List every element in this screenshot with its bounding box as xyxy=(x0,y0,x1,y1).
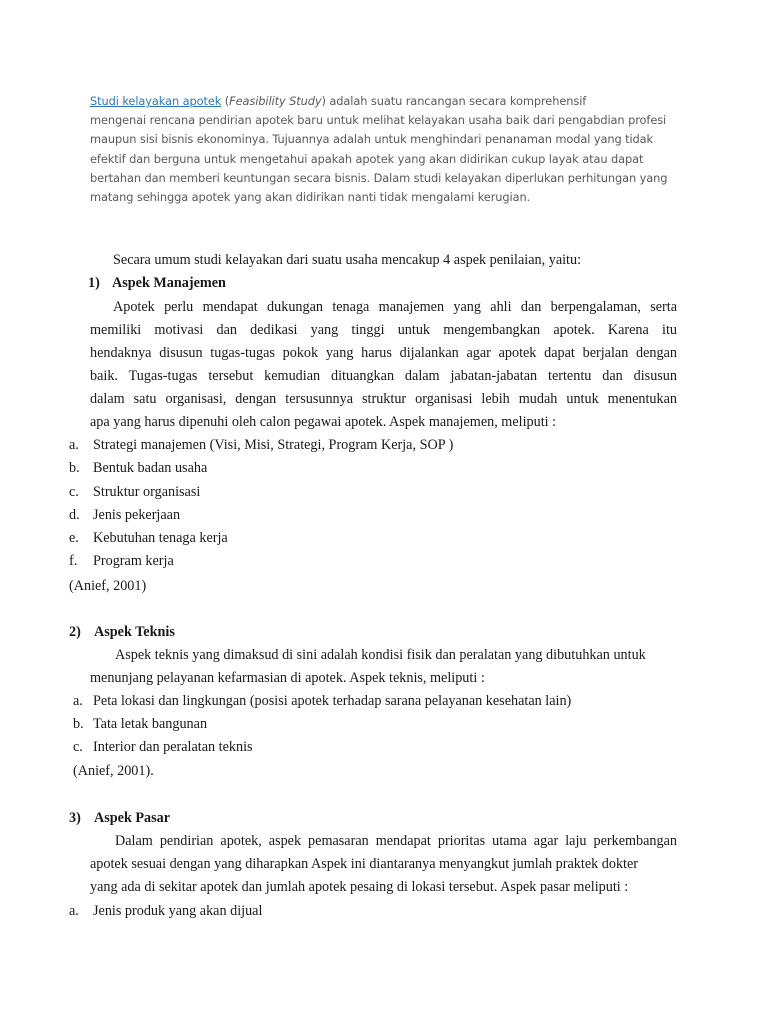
paragraph-line: Apotek perlu mendapat dukungan tenaga manajemen yang ahli dan berpengalaman, serta xyxy=(113,299,677,315)
intro-paren-open: ( xyxy=(221,94,230,108)
list-item: Jenis pekerjaan xyxy=(93,507,181,523)
list-marker: c. xyxy=(69,484,79,500)
intro-line xyxy=(90,92,670,111)
list-item: Peta lokasi dan lingkungan (posisi apotek terhadap sarana pelayanan kesehatan lain) xyxy=(93,693,572,709)
list-marker: f. xyxy=(69,553,78,569)
intro-line: mengenai rencana pendirian apotek baru untuk melihat kelayakan usaha baik dari pengabdian profesi xyxy=(90,113,667,128)
list-item: Jenis produk yang akan dijual xyxy=(93,903,263,919)
intro-paragraph xyxy=(90,92,670,207)
list-marker: a. xyxy=(73,693,83,709)
paragraph-line: hendaknya disusun tugas-tugas pokok yang harus dijalankan agar apotek dapat berjalan dengan xyxy=(90,345,677,361)
list-item: Interior dan peralatan teknis xyxy=(93,739,253,755)
intro-term: Feasibility Study xyxy=(229,94,322,108)
paragraph-line: Dalam pendirian apotek, aspek pemasaran mendapat prioritas utama agar laju perkembangan xyxy=(115,833,677,849)
list-marker: e. xyxy=(69,530,79,546)
list-marker: d. xyxy=(69,507,80,523)
section-heading: Aspek Teknis xyxy=(94,624,175,640)
intro-line: maupun sisi bisnis ekonominya. Tujuannya adalah untuk menghindari penanaman modal yang tidak xyxy=(90,132,654,147)
section-heading: Aspek Manajemen xyxy=(112,275,226,291)
intro-line: bertahan dan memberi keuntungan secara bisnis. Dalam studi kelayakan diperlukan perhitungan yang xyxy=(90,170,668,185)
paragraph-line: dalam satu organisasi, dengan tersusunnya struktur organisasi lebih mudah untuk menentukan xyxy=(90,391,677,407)
paragraph-line: apotek sesuai dengan yang diharapkan Aspek ini diantaranya menyangkut jumlah praktek dokter xyxy=(90,856,639,872)
intro-paren-close: ) xyxy=(321,94,326,108)
intro-line: matang sehingga apotek yang akan didirikan nanti tidak mengalami kerugian. xyxy=(90,190,531,205)
list-marker: a. xyxy=(69,437,79,453)
section-number: 2) xyxy=(69,624,81,640)
citation: (Anief, 2001). xyxy=(73,763,154,779)
list-marker: a. xyxy=(69,903,79,919)
paragraph-line: yang ada di sekitar apotek dan jumlah apotek pesaing di lokasi tersebut. Aspek pasar meliputi : xyxy=(90,879,629,895)
paragraph-line: Aspek teknis yang dimaksud di sini adalah kondisi fisik dan peralatan yang dibutuhkan untuk xyxy=(115,647,646,663)
feasibility-study-link[interactable]: Studi kelayakan apotek xyxy=(90,94,222,108)
list-marker: b. xyxy=(73,716,84,732)
paragraph-line: apa yang harus dipenuhi oleh calon pegawai apotek. Aspek manajemen, meliputi : xyxy=(90,414,557,430)
section-heading: Aspek Pasar xyxy=(94,810,171,826)
intro-line-text: adalah suatu rancangan secara komprehensif xyxy=(325,94,587,108)
paragraph-line: memiliki motivasi dan dedikasi yang tinggi untuk mengembangkan apotek. Karena itu xyxy=(90,322,677,338)
list-marker: c. xyxy=(73,739,83,755)
list-marker: b. xyxy=(69,460,80,476)
paragraph-line: menunjang pelayanan kefarmasian di apotek. Aspek teknis, meliputi : xyxy=(90,670,485,686)
list-item: Tata letak bangunan xyxy=(93,716,208,732)
section-number: 3) xyxy=(69,810,81,826)
paragraph-line: baik. Tugas-tugas tersebut kemudian dituangkan dalam jabatan-jabatan tertentu dan disusun xyxy=(90,368,677,384)
list-item: Bentuk badan usaha xyxy=(93,460,208,476)
citation: (Anief, 2001) xyxy=(69,578,147,594)
list-item: Kebutuhan tenaga kerja xyxy=(93,530,228,546)
opening-sentence: Secara umum studi kelayakan dari suatu usaha mencakup 4 aspek penilaian, yaitu: xyxy=(113,252,582,268)
list-item: Strategi manajemen (Visi, Misi, Strategi, Program Kerja, SOP ) xyxy=(93,437,454,453)
list-item: Struktur organisasi xyxy=(93,484,201,500)
intro-line: efektif dan berguna untuk mengetahui apakah apotek yang akan didirikan cukup layak atau dapat xyxy=(90,151,644,166)
list-item: Program kerja xyxy=(93,553,174,569)
section-number: 1) xyxy=(88,275,100,291)
